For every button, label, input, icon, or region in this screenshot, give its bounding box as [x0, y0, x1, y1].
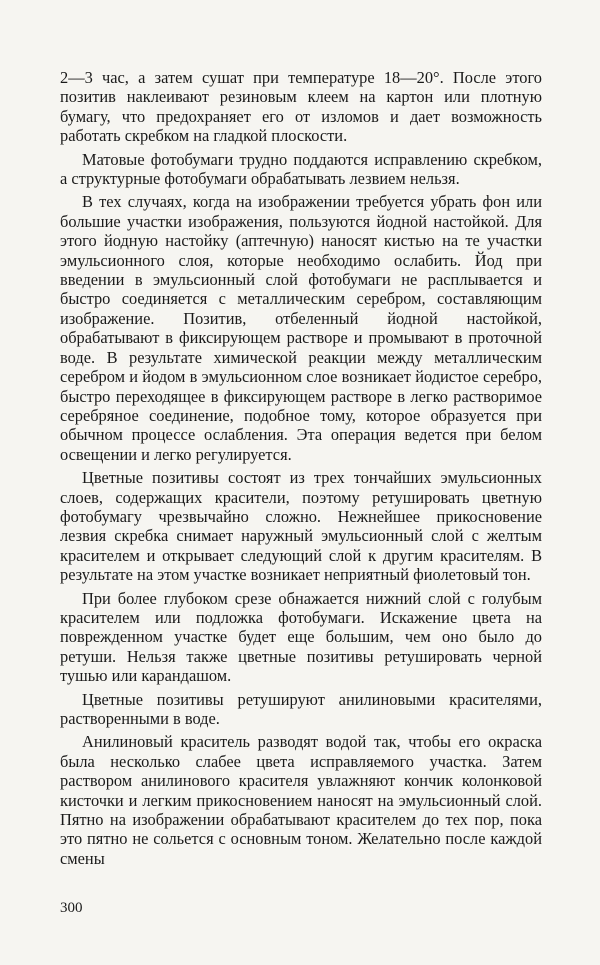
- body-text: [60, 68, 542, 868]
- paragraph-deep-cut: При более глубоком срезе обнажается нижний слой с голубым красителем или подложка фотобумаги. Искажение цвета на поврежденном участке будет еще большим, чем оно было до ретуши. Нельзя также цветные позитивы ретушировать черной тушью или карандашом.: [60, 588, 542, 686]
- paragraph-aniline-dyes: Цветные позитивы ретушируют анилиновыми красителями, растворенными в воде.: [60, 689, 542, 728]
- page-number: 300: [60, 900, 83, 916]
- paragraph-drying: 2—3 час, а затем сушат при температуре 18—20°. После этого позитив наклеивают резиновым клеем на картон или плотную бумагу, что предохраняет его от изломов и дает возможность работать скребком на гладкой плоскости.: [60, 68, 542, 146]
- paragraph-matte-paper: Матовые фотобумаги трудно поддаются исправлению скребком, а структурные фотобумаги обрабатывать лезвием нельзя.: [60, 149, 542, 189]
- paragraph-iodine-tincture: В тех случаях, когда на изображении требуется убрать фон или большие участки изображения, пользуются йодной настойкой. Для этого йодную настойку (аптечную) наносят кистью на те участки эмульсионного слоя, которые необходимо ослабить. Йод при введении в эмульсионный слой фотобумаги не расплывается и быстро соединяется с металлическим серебром, составляющим изображение. Позитив, отбеленный йодной настойкой, обрабатывают в фиксирующем растворе и промывают в проточной воде. В результате химической реакции между металлическим серебром и йодом в эмульсионном слое возникает йодистое серебро, быстро переходящее в фиксирующем растворе в легко растворимое серебряное соединение, подобное тому, которое образуется при обычном процессе ослабления. Эта операция ведется при белом освещении и легко регулируется.: [60, 192, 542, 464]
- paragraph-color-positives: Цветные позитивы состоят из трех тончайших эмульсионных слоев, содержащих красители, поэтому ретушировать цветную фотобумагу чрезвычайно сложно. Нежнейшее прикосновение лезвия скребка снимает наружный эмульсионный слой с желтым красителем и открывает следующий слой к другим красителям. В результате на этом участке возникает неприятный фиолетовый тон.: [60, 468, 542, 585]
- paragraph-dye-dilution: Анилиновый краситель разводят водой так, чтобы его окраска была несколько слабее цвета исправляемого участка. Затем раствором анилинового красителя увлажняют кончик колонковой кисточки и легким прикосновением наносят на эмульсионный слой. Пятно на изображении обрабатывают красителем до тех пор, пока это пятно не сольется с основным тоном. Желательно после каждой смены: [60, 732, 542, 868]
